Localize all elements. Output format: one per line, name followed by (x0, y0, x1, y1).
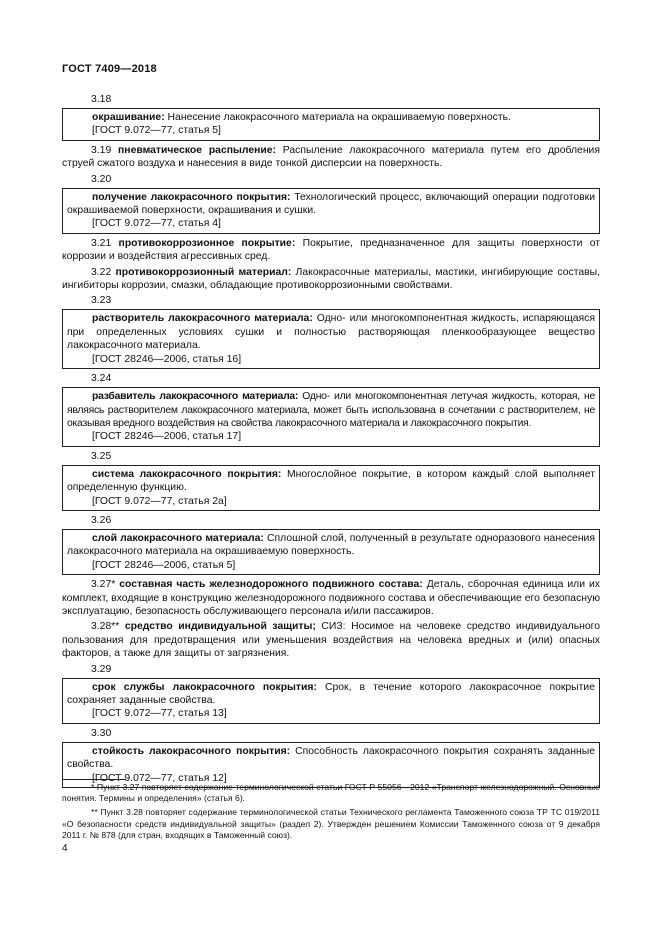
definition-text: Одно- или многокомпонентная летучая жидкость, которая, не являясь растворителем лакокрасочного материала, может быть использована в сочетании с растворителем, не оказывая вредного воздействия на свойства лакокрасочного материала и лакокрасочного покрытия. (67, 391, 595, 429)
definition-paragraph (62, 237, 600, 264)
definition-text: Многослойное покрытие, в котором каждый слой выполняет определенную функцию. (67, 468, 596, 494)
entry-number: 3.22 (91, 266, 112, 278)
definition-text: Сплошной слой, полученный в результате одноразового нанесения лакокрасочного материала на окрашиваемую поверхность. (67, 532, 595, 558)
footnote-divider (62, 779, 126, 780)
term-box (62, 188, 600, 234)
definition-text: Срок, в течение которого лакокрасочное покрытие сохраняет заданные свойства. (67, 681, 595, 706)
source-reference: [ГОСТ 28246—2006, статья 17] (92, 431, 242, 443)
footnotes (62, 782, 600, 844)
term-box (62, 108, 600, 141)
term: средство индивидуальной защиты; (124, 621, 316, 633)
footnote: * Пункт 3.27 повторяет содержание терминологической статьи ГОСТ Р 55056—2012 «Транспорт железнодорожный. Основные понятия. Термины и определения» (статья 6). (62, 782, 600, 804)
source-reference: [ГОСТ 9.072—77, статья 13] (92, 708, 227, 720)
definition (67, 312, 595, 352)
term: разбавитель лакокрасочного материала: (92, 391, 299, 403)
definition-text: Технологический процесс, включающий операции подготовки окрашиваемой поверхности, окрашивания и сушки. (67, 191, 596, 217)
term: растворитель лакокрасочного материала: (92, 313, 313, 325)
entry-number: 3.26 (91, 514, 112, 526)
entry-number: 3.25 (91, 450, 112, 462)
entry-number: 3.23 (91, 295, 112, 307)
entry-number: 3.21 (91, 237, 112, 249)
entry-number: 3.18 (91, 94, 112, 105)
definition-text: Покрытие, предназначенное для защиты поверхности от коррозии и воздействия агрессивных сред. (62, 237, 600, 263)
definition-paragraph (62, 578, 600, 618)
term: противокоррозионный материал: (115, 266, 292, 278)
source-reference: [ГОСТ 9.072—77, статья 5] (92, 125, 221, 137)
entry-number: 3.30 (91, 727, 112, 739)
entry-number: 3.28** (91, 621, 120, 633)
definition (67, 191, 595, 218)
term: срок службы лакокрасочного покрытия: (92, 681, 317, 693)
entry-number: 3.19 (91, 144, 112, 156)
definition (67, 532, 595, 559)
definition (67, 390, 595, 430)
definition-text: Деталь, сборочная единица или их комплект, входящие в конструкцию железнодорожного подвижного состава и обеспечивающие его безопасную эксплуатацию, безопасность обслуживающего персонала и/или пассажиров. (62, 579, 600, 617)
definition-paragraph (62, 620, 600, 660)
term: слой лакокрасочного материала: (92, 532, 264, 544)
definition (67, 745, 595, 772)
term: противокоррозионное покрытие: (118, 237, 296, 249)
term: стойкость лакокрасочного покрытия: (92, 745, 291, 757)
definition (67, 681, 595, 708)
document-header: ГОСТ 7409—2018 (62, 63, 157, 75)
source-reference: [ГОСТ 9.072—77, статья 12] (92, 772, 227, 784)
definition (67, 468, 595, 495)
entry-number: 3.29 (91, 663, 112, 675)
term-box (62, 529, 600, 575)
source-reference: [ГОСТ 28246—2006, статья 16] (92, 353, 242, 365)
definition-paragraph (62, 266, 600, 293)
entry-number: 3.27* (91, 579, 116, 591)
source-reference: [ГОСТ 9.072—77, статья 2а] (92, 495, 227, 507)
term-box (62, 465, 600, 511)
definition (67, 111, 595, 124)
source-reference: [ГОСТ 9.072—77, статья 4] (92, 218, 221, 230)
entry-number: 3.24 (91, 373, 112, 385)
term-box (62, 309, 600, 369)
footnote: ** Пункт 3.28 повторяет содержание терминологической статьи Технического регламента Таможенного союза ТР ТС 019/2011 «О безопасности средств индивидуальной защиты» (раздел 2). Утвержден решением Комиссии Таможенного союза от 9 декабря 2011 г. № 878 (для стран, входящих в Таможенный союз). (62, 807, 600, 840)
definition-text: Нанесение лакокрасочного материала на окрашиваемую поверхность. (164, 112, 511, 123)
term: составная часть железнодорожного подвижного состава: (119, 579, 423, 591)
definition-text: Распыление лакокрасочного материала путем его дробления струей сжатого воздуха и нанесения в виде тонкой дисперсии на поверхность. (62, 144, 600, 170)
definition-text: СИЗ: Носимое на человеке средство индивидуального пользования для предотвращения или уменьшения воздействия на человека вредных и (или) опасных факторов, а также для защиты от загрязнения. (62, 621, 600, 660)
term: получение лакокрасочного покрытия: (92, 191, 291, 203)
definition-paragraph (62, 144, 600, 171)
term: система лакокрасочного покрытия: (92, 468, 282, 480)
page-number: 4 (62, 843, 68, 854)
entry-number: 3.20 (91, 173, 112, 185)
term-box (62, 678, 600, 724)
term-box (62, 387, 600, 447)
definition-text: Одно- или многокомпонентная жидкость, испаряющаяся при определенных условиях сушки и полностью растворяющая пленкообразующее вещество лакокрасочного материала. (67, 313, 595, 352)
term: окрашивание: (92, 112, 165, 123)
term: пневматическое распыление: (118, 144, 277, 156)
definition-text: Лакокрасочные материалы, мастики, ингибирующие составы, ингибиторы коррозии, смазки, обладающие противокоррозионными свойствами. (62, 266, 600, 292)
terms-list (62, 93, 600, 791)
source-reference: [ГОСТ 28246—2006, статья 5] (92, 559, 236, 571)
definition-text: Способность лакокрасочного покрытия сохранять заданные свойства. (67, 745, 595, 771)
